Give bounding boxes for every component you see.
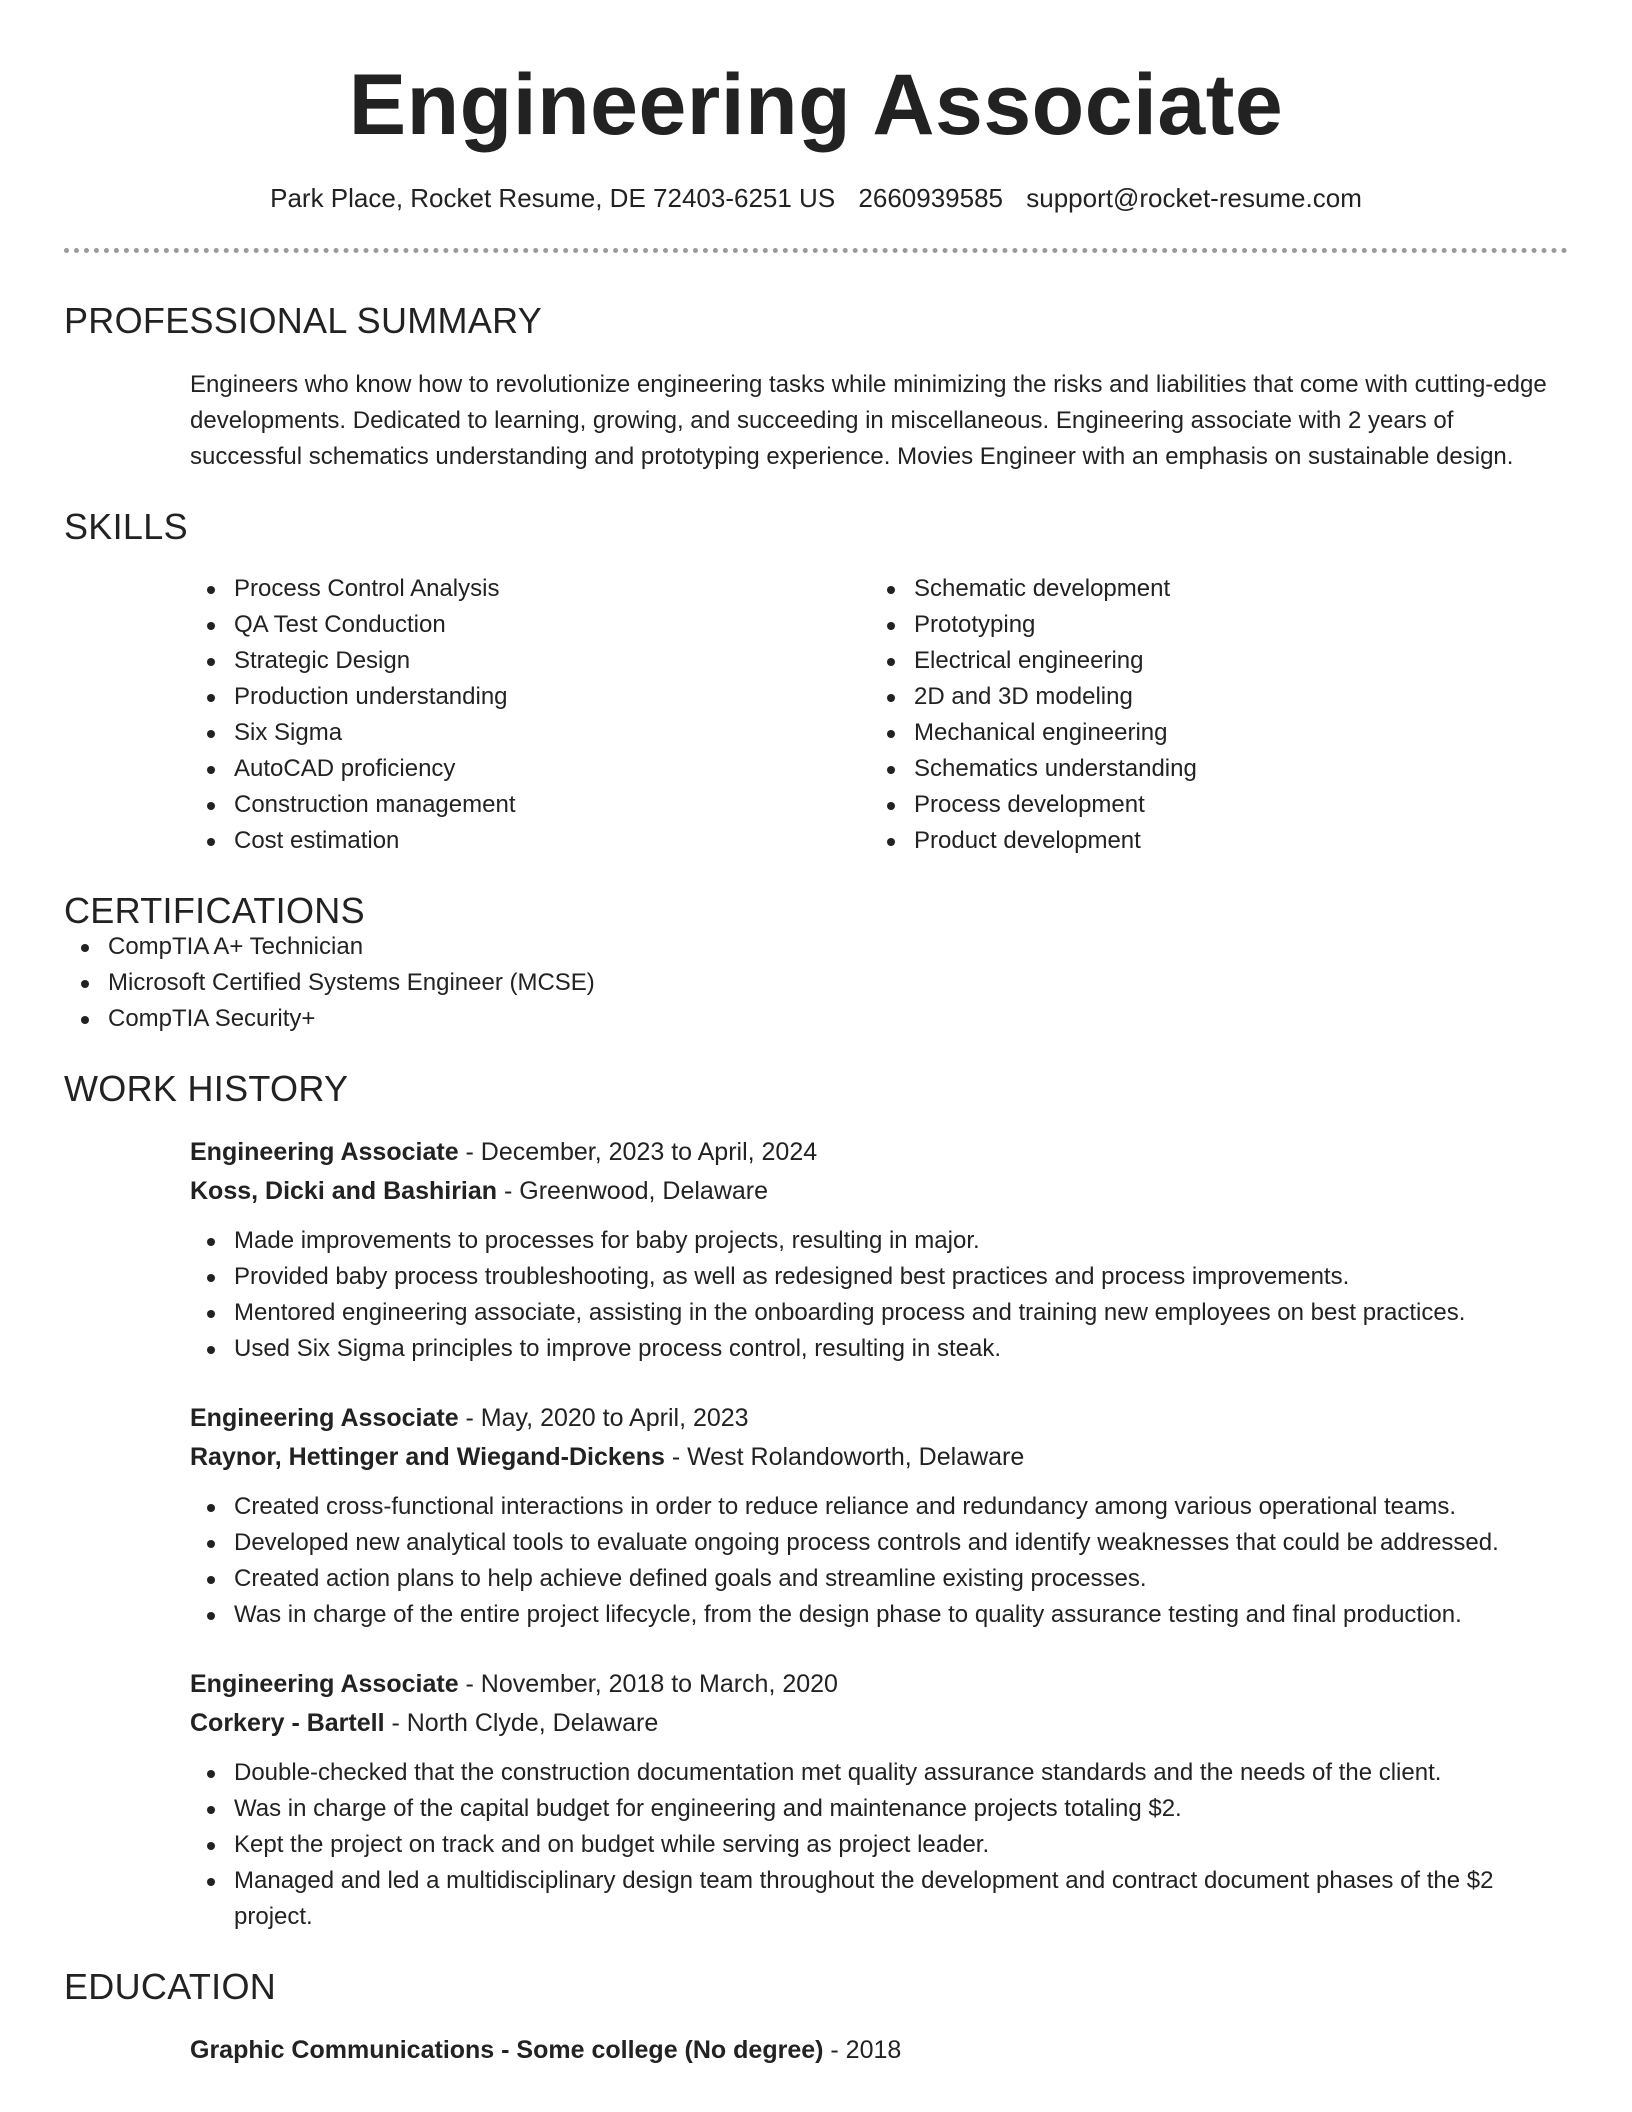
- job-duty: Used Six Sigma principles to improve process control, resulting in steak.: [190, 1331, 1568, 1367]
- skills-list-right: [870, 571, 1550, 859]
- job-duties: [190, 1755, 1568, 1935]
- certifications-heading: CERTIFICATIONS: [64, 889, 365, 931]
- job-company: Raynor, Hettinger and Wiegand-Dickens: [190, 1442, 665, 1471]
- job-duty: Developed new analytical tools to evaluate ongoing process controls and identify weaknesses that could be addressed.: [190, 1525, 1568, 1561]
- certification-item: CompTIA A+ Technician: [64, 929, 1568, 965]
- certification-item: Microsoft Certified Systems Engineer (MCSE): [64, 965, 1568, 1001]
- job-duty: Provided baby process troubleshooting, as well as redesigned best practices and process improvements.: [190, 1259, 1568, 1295]
- job-title-line: [190, 1399, 1568, 1438]
- job-company: Corkery - Bartell: [190, 1708, 385, 1737]
- job-dates: - December, 2023 to April, 2024: [458, 1137, 818, 1166]
- skill-item: Construction management: [190, 787, 870, 823]
- job-duty: Made improvements to processes for baby projects, resulting in major.: [190, 1223, 1568, 1259]
- job-role: Engineering Associate: [190, 1403, 459, 1432]
- summary-section: [64, 299, 1568, 475]
- skill-item: QA Test Conduction: [190, 607, 870, 643]
- job-dates: - November, 2018 to March, 2020: [458, 1669, 838, 1698]
- contact-phone: 2660939585: [858, 182, 1004, 213]
- skill-item: Product development: [870, 823, 1550, 859]
- job-role: Engineering Associate: [190, 1137, 459, 1166]
- skill-item: Six Sigma: [190, 715, 870, 751]
- resume-page: [64, 0, 1568, 2070]
- job-location: - West Rolandoworth, Delaware: [664, 1442, 1025, 1471]
- job-dates: - May, 2020 to April, 2023: [458, 1403, 749, 1432]
- job-duty: Was in charge of the entire project lifecycle, from the design phase to quality assurance testing and final production.: [190, 1597, 1568, 1633]
- skill-item: Mechanical engineering: [870, 715, 1550, 751]
- job-company-line: [190, 1172, 1568, 1211]
- skill-item: Process Control Analysis: [190, 571, 870, 607]
- job-duty: Double-checked that the construction documentation met quality assurance standards and the needs of the client.: [190, 1755, 1568, 1791]
- job-entry: [190, 1399, 1568, 1633]
- skill-item: Schematics understanding: [870, 751, 1550, 787]
- job-entry: [190, 1665, 1568, 1935]
- job-title-line: [190, 1133, 1568, 1172]
- skill-item: Strategic Design: [190, 643, 870, 679]
- contact-email: support@rocket-resume.com: [1026, 182, 1362, 213]
- skill-item: Cost estimation: [190, 823, 870, 859]
- job-company: Koss, Dicki and Bashirian: [190, 1176, 498, 1205]
- education-section: [64, 1965, 1568, 2070]
- education-degree: Graphic Communications - Some college (No degree): [190, 2035, 824, 2064]
- certifications-section: [64, 889, 1568, 1037]
- job-duties: [190, 1489, 1568, 1633]
- skill-item: AutoCAD proficiency: [190, 751, 870, 787]
- summary-text: Engineers who know how to revolutionize engineering tasks while minimizing the risks and liabilities that come with cutting-edge developments. Dedicated to learning, growing, and succeeding in miscellaneous. Engineering associate with 2 years of successful schematics understanding and prototyping experience. Movies Engineer with an emphasis on sustainable design.: [190, 370, 1547, 470]
- job-location: - North Clyde, Delaware: [384, 1708, 659, 1737]
- education-heading: EDUCATION: [64, 1965, 277, 2007]
- skills-section: [64, 505, 1568, 859]
- job-duty: Created action plans to help achieve defined goals and streamline existing processes.: [190, 1561, 1568, 1597]
- job-duties: [190, 1223, 1568, 1367]
- job-duty: Was in charge of the capital budget for engineering and maintenance projects totaling $2.: [190, 1791, 1568, 1827]
- skills-heading: SKILLS: [64, 505, 188, 547]
- contact-address: Park Place, Rocket Resume, DE 72403-6251 US: [270, 182, 836, 213]
- summary-heading: PROFESSIONAL SUMMARY: [64, 299, 543, 341]
- job-role: Engineering Associate: [190, 1669, 459, 1698]
- work-history-section: [64, 1067, 1568, 1935]
- job-location: - Greenwood, Delaware: [497, 1176, 769, 1205]
- job-duty: Mentored engineering associate, assisting in the onboarding process and training new employees on best practices.: [190, 1295, 1568, 1331]
- job-entry: [190, 1133, 1568, 1367]
- skill-item: Production understanding: [190, 679, 870, 715]
- skill-item: Process development: [870, 787, 1550, 823]
- candidate-name: Engineering Associate: [348, 57, 1284, 153]
- job-company-line: [190, 1438, 1568, 1477]
- skill-item: Schematic development: [870, 571, 1550, 607]
- header-divider: [64, 248, 1568, 253]
- certifications-list: [64, 929, 1568, 1037]
- job-duty: Created cross-functional interactions in order to reduce reliance and redundancy among various operational teams.: [190, 1489, 1568, 1525]
- education-entry: [190, 2031, 1568, 2070]
- job-duty: Kept the project on track and on budget while serving as project leader.: [190, 1827, 1568, 1863]
- skill-item: 2D and 3D modeling: [870, 679, 1550, 715]
- skill-item: Electrical engineering: [870, 643, 1550, 679]
- skills-columns: [190, 571, 1568, 859]
- job-duty: Managed and led a multidisciplinary design team throughout the development and contract document phases of the $2 project.: [190, 1863, 1568, 1935]
- skill-item: Prototyping: [870, 607, 1550, 643]
- job-title-line: [190, 1665, 1568, 1704]
- work-history-heading: WORK HISTORY: [64, 1067, 349, 1109]
- contact-line: [64, 183, 1568, 214]
- certification-item: CompTIA Security+: [64, 1001, 1568, 1037]
- education-year: - 2018: [823, 2035, 902, 2064]
- skills-list-left: [190, 571, 870, 859]
- job-company-line: [190, 1704, 1568, 1743]
